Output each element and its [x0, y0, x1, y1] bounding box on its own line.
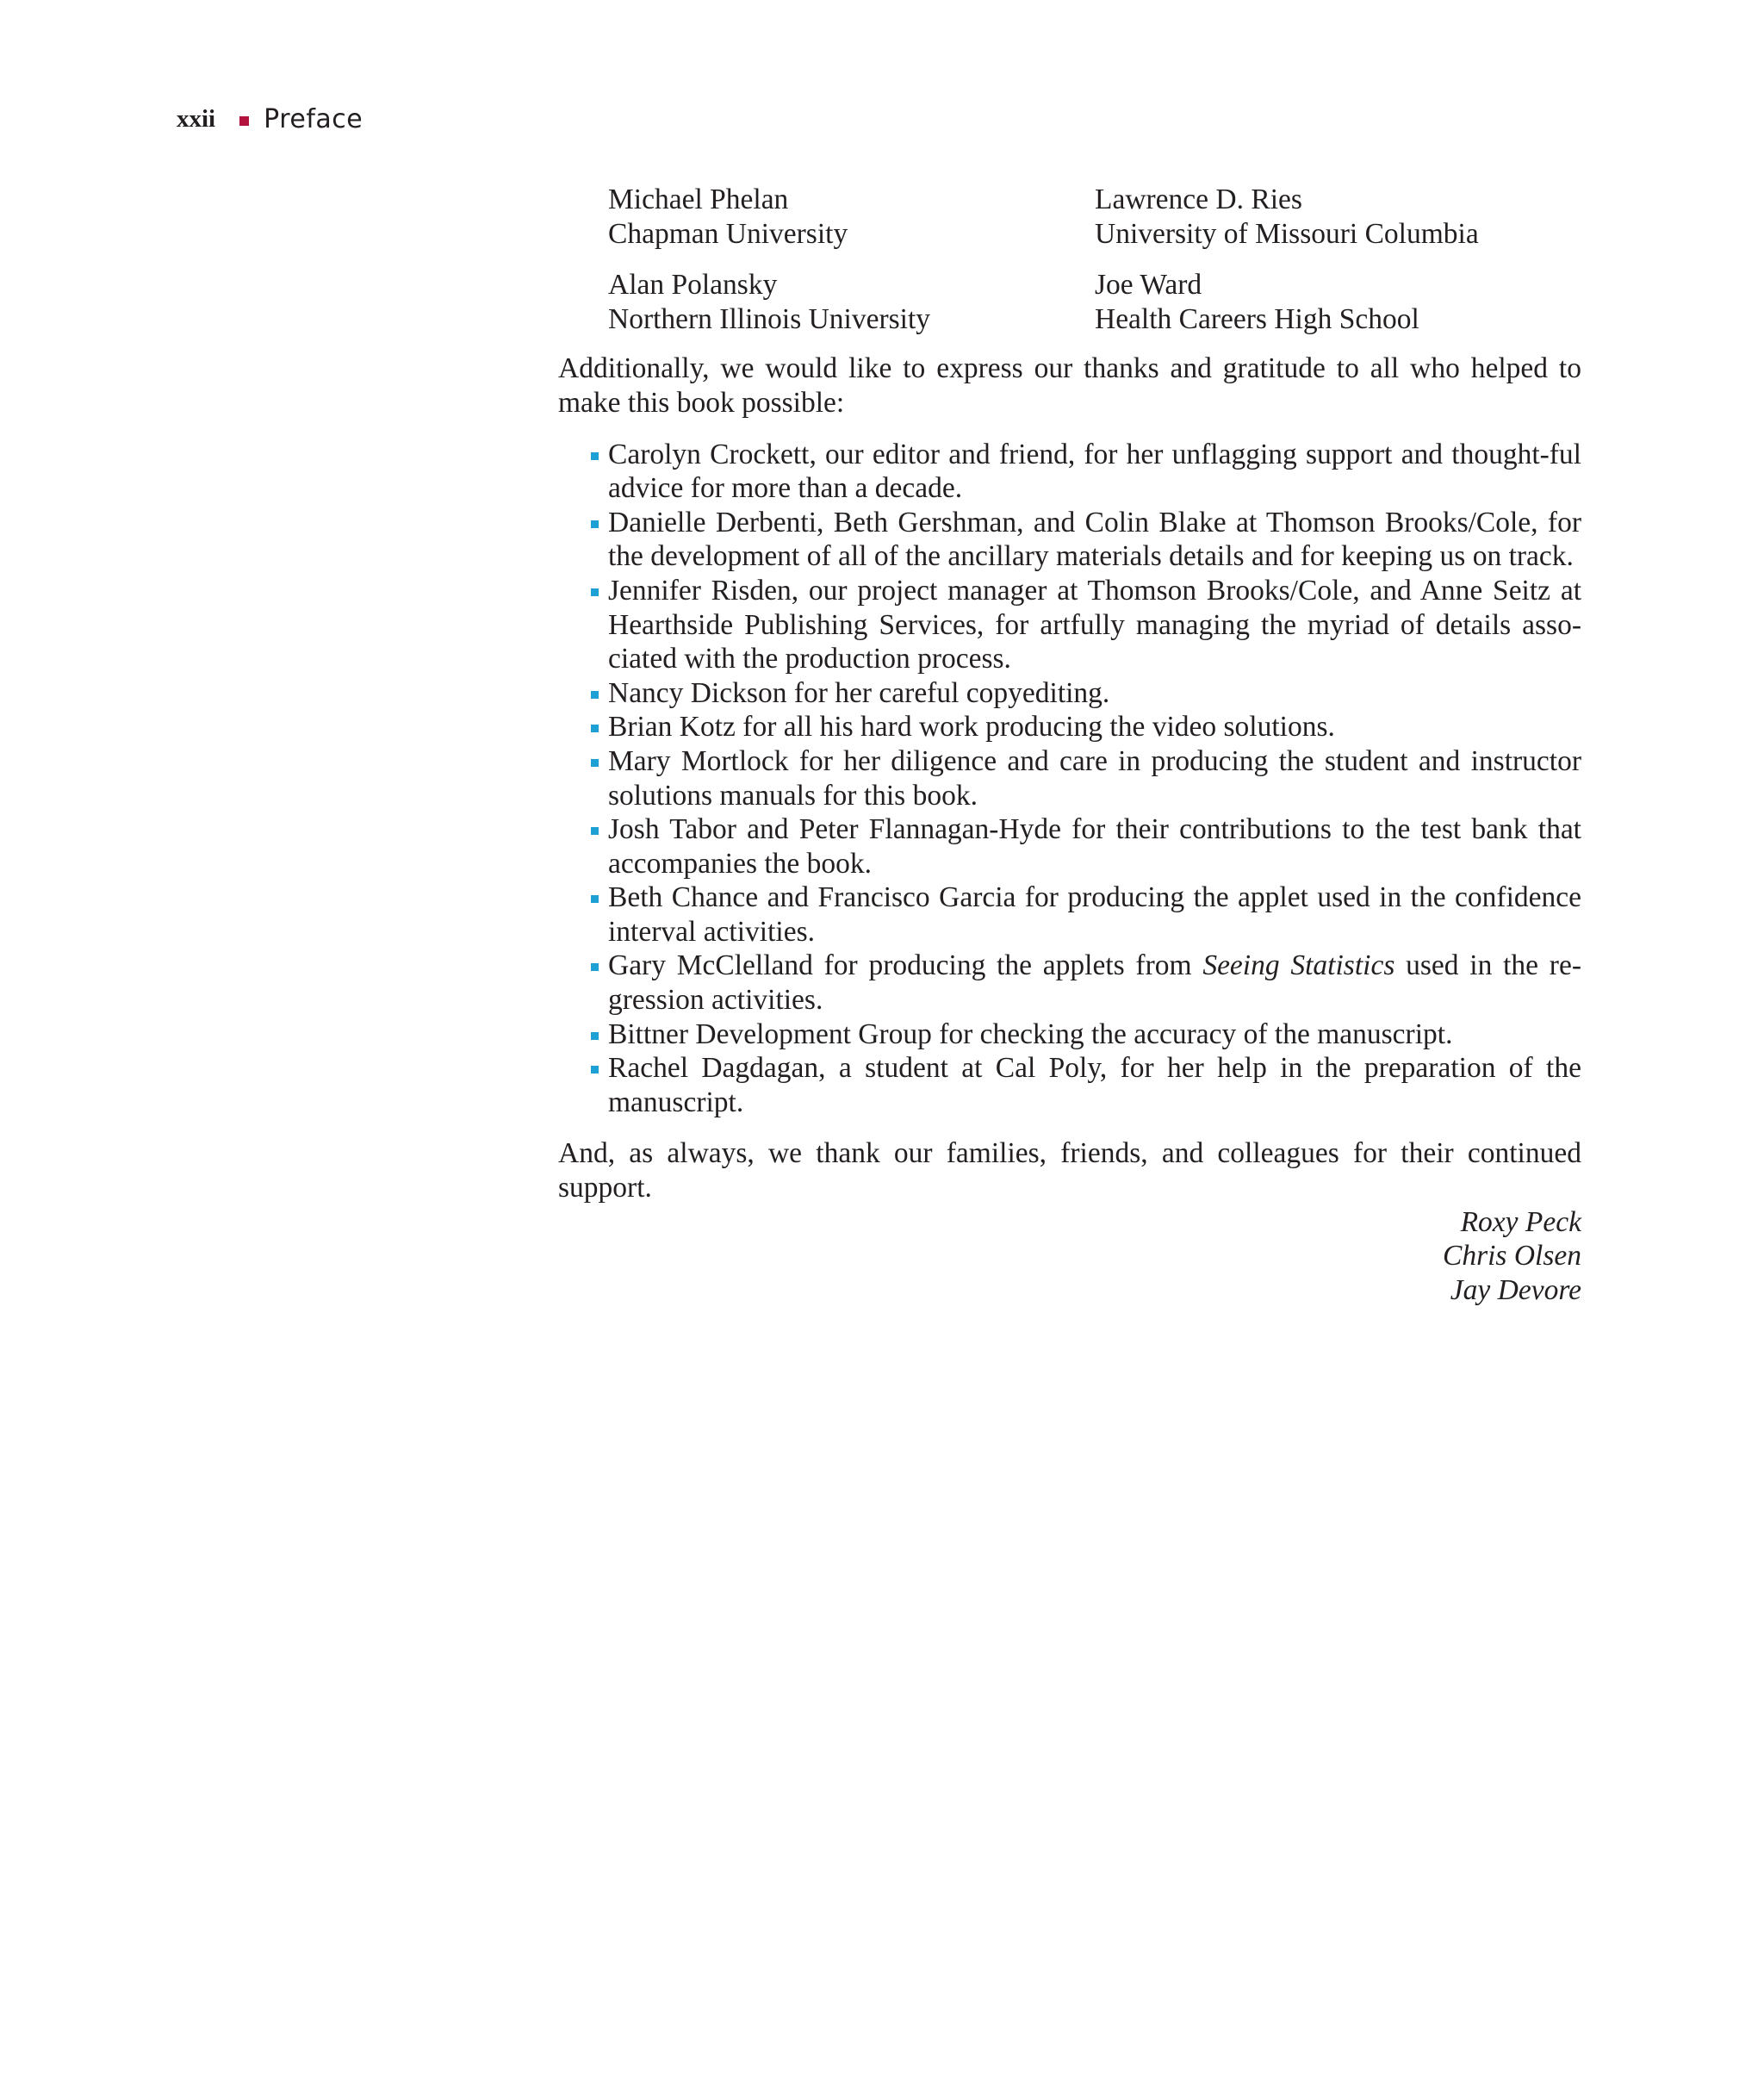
list-item: [608, 1051, 1581, 1119]
list-item: [608, 881, 1581, 949]
author-name: Jay Devore: [1450, 1273, 1581, 1306]
closing-paragraph: And, as always, we thank our families, friends, and colleagues for their continued support.: [558, 1137, 1581, 1204]
page-number: xxii: [177, 104, 216, 133]
bullet-icon: [591, 725, 599, 732]
reviewer-affiliation: Northern Illinois University: [608, 302, 931, 335]
bullet-icon: [591, 963, 599, 971]
acknowledgements-list: [558, 438, 1581, 1120]
list-item: [608, 710, 1581, 744]
list-item-text: Rachel Dagdagan, a student at Cal Poly, for her help in the preparation of the manuscript.: [608, 1052, 1581, 1118]
reviewer-name: Alan Polansky: [608, 269, 778, 302]
reviewer-affiliation: University of Missouri Columbia: [1095, 217, 1479, 250]
bullet-icon: [591, 759, 599, 767]
reviewer-list: [608, 183, 1581, 336]
intro-paragraph: Additionally, we would like to express our thanks and gratitude to all who helped to make this book possible:: [558, 352, 1581, 419]
section-title: Preface: [264, 103, 363, 134]
bullet-icon: [591, 827, 599, 835]
reviewer-name: Joe Ward: [1095, 269, 1202, 302]
bullet-icon: [591, 1066, 599, 1074]
reviewer-entry: [608, 268, 1095, 336]
list-item: [608, 744, 1581, 812]
author-name: Roxy Peck: [1460, 1205, 1581, 1238]
list-item-text: Jennifer Risden, our project manager at Thomson Brooks/Cole, and Anne Seitz at Hearthside Publishing Services, for artfully managing the myriad of details asso-ciated with the production process.: [608, 574, 1581, 675]
author-name: Chris Olsen: [1442, 1240, 1581, 1273]
reviewer-entry: [608, 183, 1095, 251]
bullet-icon: [591, 588, 599, 596]
bullet-icon: [591, 691, 599, 699]
reviewer-name: Michael Phelan: [608, 184, 789, 215]
list-item-text: Beth Chance and Francisco Garcia for producing the applet used in the confidence interval activities.: [608, 881, 1581, 948]
list-item-text: Mary Mortlock for her diligence and care in producing the student and instructor solutions manuals for this book.: [608, 744, 1581, 812]
reviewer-name: Lawrence D. Ries: [1095, 184, 1302, 215]
reviewer-row: [608, 183, 1581, 251]
bullet-icon: [591, 1032, 599, 1040]
list-item-text: Danielle Derbenti, Beth Gershman, and Colin Blake at Thomson Brooks/Cole, for the development of all of the ancillary materials details and for keeping us on track.: [608, 506, 1581, 573]
reviewer-affiliation: Chapman University: [608, 217, 848, 250]
reviewer-entry: [1095, 183, 1581, 251]
book-title: Seeing Statistics: [1202, 949, 1395, 982]
list-item-text: Bittner Development Group for checking the accuracy of the manuscript.: [608, 1017, 1453, 1050]
list-item-text-end: used in the re-gression activities.: [608, 949, 1581, 1017]
square-marker-icon: [239, 116, 249, 126]
list-item: [608, 438, 1581, 506]
list-item: [608, 949, 1581, 1017]
running-head: [177, 102, 363, 136]
bullet-icon: [591, 895, 599, 903]
list-item-text: Carolyn Crockett, our editor and friend, for her unflagging support and thought-ful advice for more than a decade.: [608, 438, 1581, 505]
reviewer-entry: [1095, 268, 1581, 336]
list-item: [608, 812, 1581, 881]
list-item-text-start: Gary McClelland for producing the applets from: [608, 949, 1203, 982]
list-item: [608, 506, 1581, 574]
list-item-text: Josh Tabor and Peter Flannagan-Hyde for their contributions to the test bank that accompanies the book.: [608, 813, 1581, 880]
reviewer-row: [608, 268, 1581, 336]
list-item: [608, 574, 1581, 676]
list-item: [608, 1017, 1581, 1052]
bullet-icon: [591, 520, 599, 528]
author-signatures: [558, 1205, 1581, 1308]
list-item-text: Nancy Dickson for her careful copyediting.: [608, 676, 1110, 709]
list-item: [608, 676, 1581, 711]
reviewer-affiliation: Health Careers High School: [1095, 302, 1419, 335]
bullet-icon: [591, 452, 599, 460]
list-item-text: Brian Kotz for all his hard work producing the video solutions.: [608, 711, 1335, 744]
body-text: [558, 183, 1581, 1307]
